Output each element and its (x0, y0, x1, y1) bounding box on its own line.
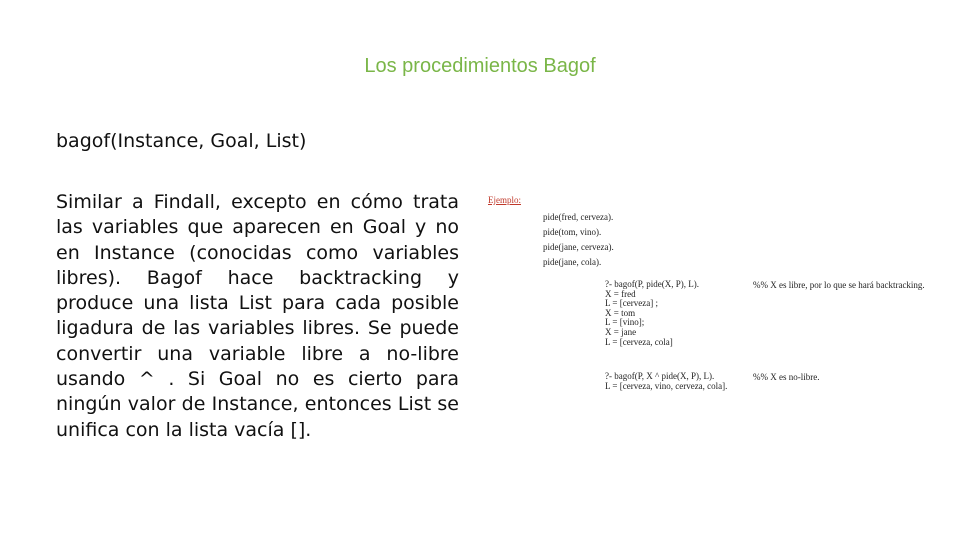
query-1 (605, 280, 699, 347)
query-line: ?- bagof(P, X ^ pide(X, P), L). (605, 371, 715, 381)
query-line: X = tom (605, 307, 636, 318)
query-1-comment: %% X es libre, por lo que se hará backtracking. (753, 280, 925, 290)
query-2-comment: %% X es no-libre. (753, 372, 820, 382)
fact-line: pide(tom, vino). (543, 227, 602, 237)
fact-line: pide(fred, cerveza). (543, 212, 614, 222)
fact-line: pide(jane, cola). (543, 257, 602, 267)
query-line: L = [cerveza, cola] (605, 336, 673, 347)
query-line: X = jane (605, 326, 637, 337)
slide-title: Los procedimientos Bagof (364, 55, 596, 77)
query-line: L = [cerveza] ; (605, 298, 658, 309)
query-line: L = [vino]; (605, 317, 645, 328)
predicate-signature: bagof(Instance, Goal, List) (56, 130, 307, 152)
query-line: ?- bagof(P, pide(X, P), L). (605, 279, 699, 289)
query-line: X = fred (605, 288, 636, 299)
query-line: L = [cerveza, vino, cerveza, cola]. (605, 380, 728, 391)
example-label: Ejemplo: (488, 195, 521, 205)
description-paragraph: Similar a Findall, excepto en cómo trata las variables que aparecen en Goal y no en Instance (conocidas como variables libres). Bagof hace backtracking y produce una lista List para cada posible ligadura de las variables libres. Se puede convertir una variable libre a no-libre usando ^ . Si Goal no es cierto para ningún valor de Instance, entonces List se unifica con la lista vacía []. (56, 191, 459, 441)
facts-list (543, 210, 614, 270)
fact-line: pide(jane, cerveza). (543, 242, 614, 252)
query-2 (605, 372, 727, 391)
